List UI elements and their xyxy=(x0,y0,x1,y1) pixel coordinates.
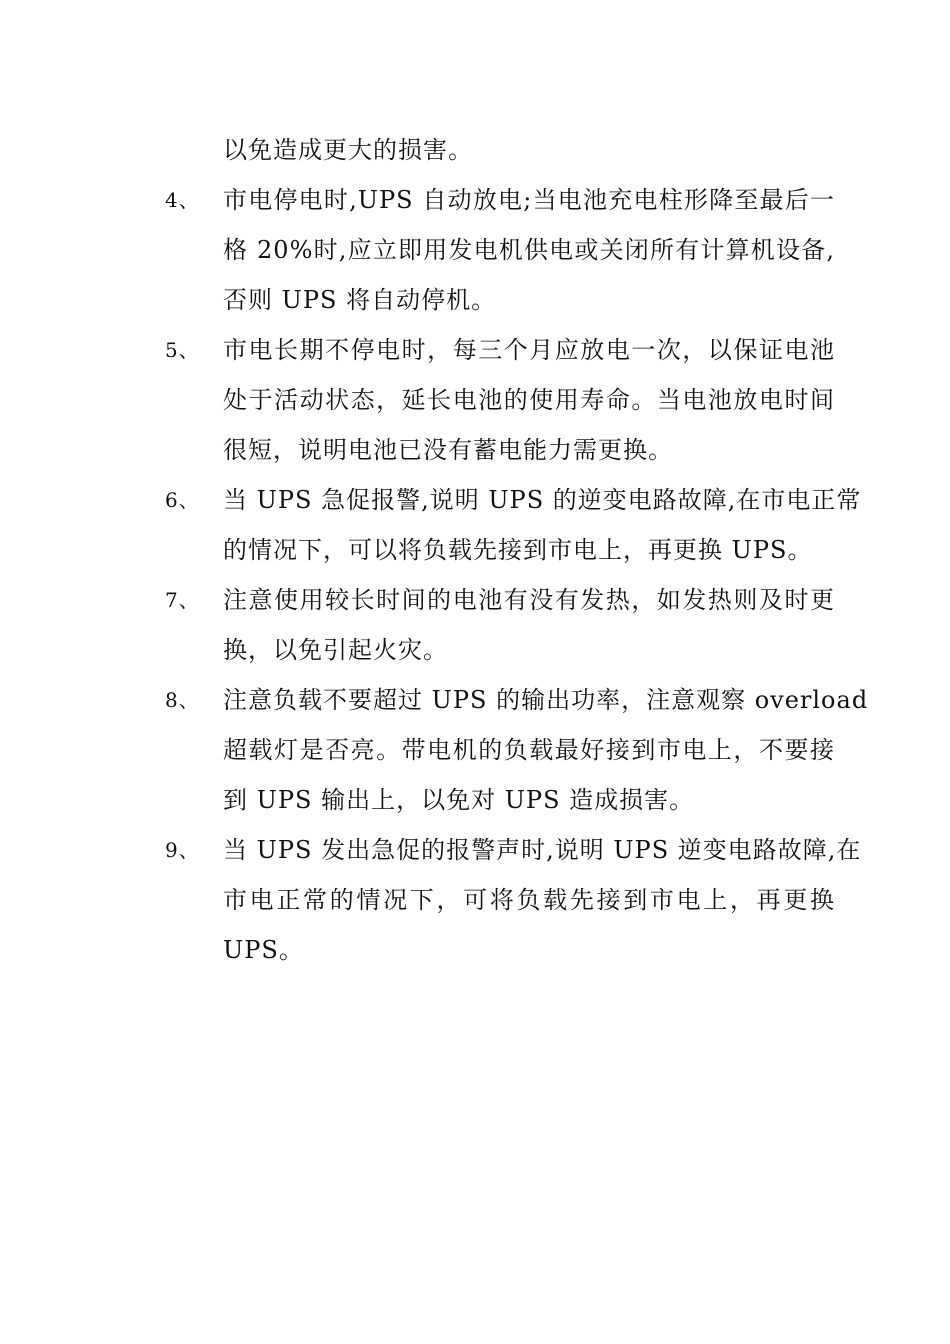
item-line: 注意负载不要超过 UPS 的输出功率，注意观察 overload xyxy=(223,686,869,714)
item-line: UPS。 xyxy=(223,936,304,964)
item-line: 否则 UPS 将自动停机。 xyxy=(223,286,497,314)
item-number: 4、 xyxy=(165,188,200,212)
item-line: 当 UPS 急促报警,说明 UPS 的逆变电路故障,在市电正常 xyxy=(223,486,862,514)
item-number: 6、 xyxy=(165,488,200,512)
item-number: 8、 xyxy=(165,688,200,712)
item-line: 注意使用较长时间的电池有没有发热，如发热则及时更 xyxy=(223,586,835,614)
item-line: 格 20%时,应立即用发电机供电或关闭所有计算机设备, xyxy=(223,236,835,264)
item-line: 到 UPS 输出上，以免对 UPS 造成损害。 xyxy=(223,786,695,814)
item-number: 5、 xyxy=(165,338,200,362)
item-line: 处于活动状态，延长电池的使用寿命。当电池放电时间 xyxy=(223,386,835,414)
item-line: 的情况下，可以将负载先接到市电上，再更换 UPS。 xyxy=(223,536,813,564)
item-line: 市电停电时,UPS 自动放电;当电池充电柱形降至最后一 xyxy=(223,186,835,214)
item-line: 超载灯是否亮。带电机的负载最好接到市电上，不要接 xyxy=(223,736,835,764)
item-number: 7、 xyxy=(165,588,200,612)
item-line: 市电正常的情况下，可将负载先接到市电上，再更换 xyxy=(223,886,835,914)
item-line: 市电长期不停电时，每三个月应放电一次，以保证电池 xyxy=(223,336,835,364)
continuation-line: 以免造成更大的损害。 xyxy=(223,136,473,164)
item-line: 很短，说明电池已没有蓄电能力需更换。 xyxy=(223,436,673,464)
item-line: 换，以免引起火灾。 xyxy=(223,636,448,664)
item-line: 当 UPS 发出急促的报警声时,说明 UPS 逆变电路故障,在 xyxy=(223,836,862,864)
item-number: 9、 xyxy=(165,838,200,862)
